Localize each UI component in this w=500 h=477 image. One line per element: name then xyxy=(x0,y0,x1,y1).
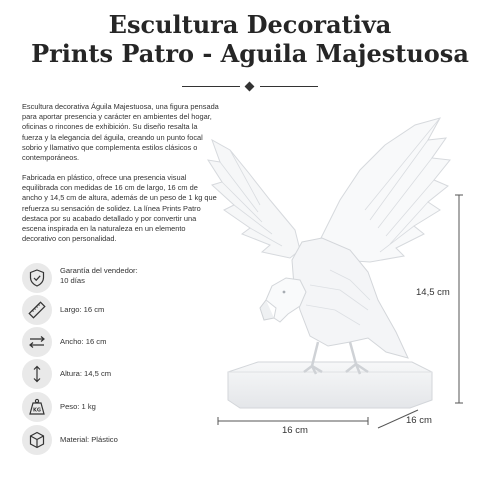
spec-badge xyxy=(22,392,52,422)
ruler-icon xyxy=(27,300,47,320)
spec-label: Peso: 1 kg xyxy=(60,402,96,411)
box-icon xyxy=(27,430,47,450)
spec-badge xyxy=(22,295,52,325)
spec-label: Material: Plástico xyxy=(60,435,118,444)
title-divider xyxy=(182,82,318,92)
spec-height xyxy=(22,359,222,389)
spec-material xyxy=(22,425,222,455)
spec-badge xyxy=(22,327,52,357)
dimension-length-label: 16 cm xyxy=(282,425,308,436)
dimension-depth-label: 16 cm xyxy=(406,415,432,426)
spec-badge xyxy=(22,425,52,455)
title-line-1: Escultura Decorativa xyxy=(108,10,392,39)
spec-label: Altura: 14,5 cm xyxy=(60,369,112,378)
shield-check-icon xyxy=(27,268,47,288)
divider-line-right xyxy=(260,86,318,87)
height-arrow-icon xyxy=(27,364,47,384)
spec-label-2: 10 días xyxy=(60,276,85,285)
svg-text:KG: KG xyxy=(33,407,41,414)
spec-width xyxy=(22,327,222,357)
page-title xyxy=(0,10,500,68)
eagle-sculpture-image xyxy=(200,110,460,415)
width-arrows-icon xyxy=(27,332,47,352)
dimension-height-label: 14,5 cm xyxy=(416,287,450,298)
title-line-2: Prints Patro - Aguila Majestuosa xyxy=(31,39,469,68)
spec-length xyxy=(22,295,222,325)
spec-label: Ancho: 16 cm xyxy=(60,337,107,346)
spec-label-1: Garantía del vendedor: xyxy=(60,266,138,275)
description-paragraph-2: Fabricada en plástico, ofrece una presencia visual equilibrada con medidas de 16 cm de largo, 16 cm de ancho y 14,5 cm de altura, además de un peso de 1 kg que refuerza su sensación de solidez. La línea Prints Patro destaca por su acabado detallado y por convertir una escena inspirada en la naturaleza en un elemento decorativo con personalidad. xyxy=(22,173,217,244)
divider-diamond-icon xyxy=(245,82,255,92)
spec-weight xyxy=(22,392,222,422)
spec-badge xyxy=(22,359,52,389)
description-paragraph-1: Escultura decorativa Águila Majestuosa, una figura pensada para aportar presencia y carácter en ambientes del hogar, oficinas o rincones de exhibición. Su diseño resalta la fuerza y la elegancia del águila, creando un punto focal sobrio y llamativo que complementa estilos clásicos o contemporáneos. xyxy=(22,102,219,163)
divider-line-left xyxy=(182,86,240,87)
weight-kg-icon xyxy=(27,397,47,417)
spec-badge xyxy=(22,263,52,293)
spec-label: Largo: 16 cm xyxy=(60,305,105,314)
spec-warranty xyxy=(22,263,222,293)
